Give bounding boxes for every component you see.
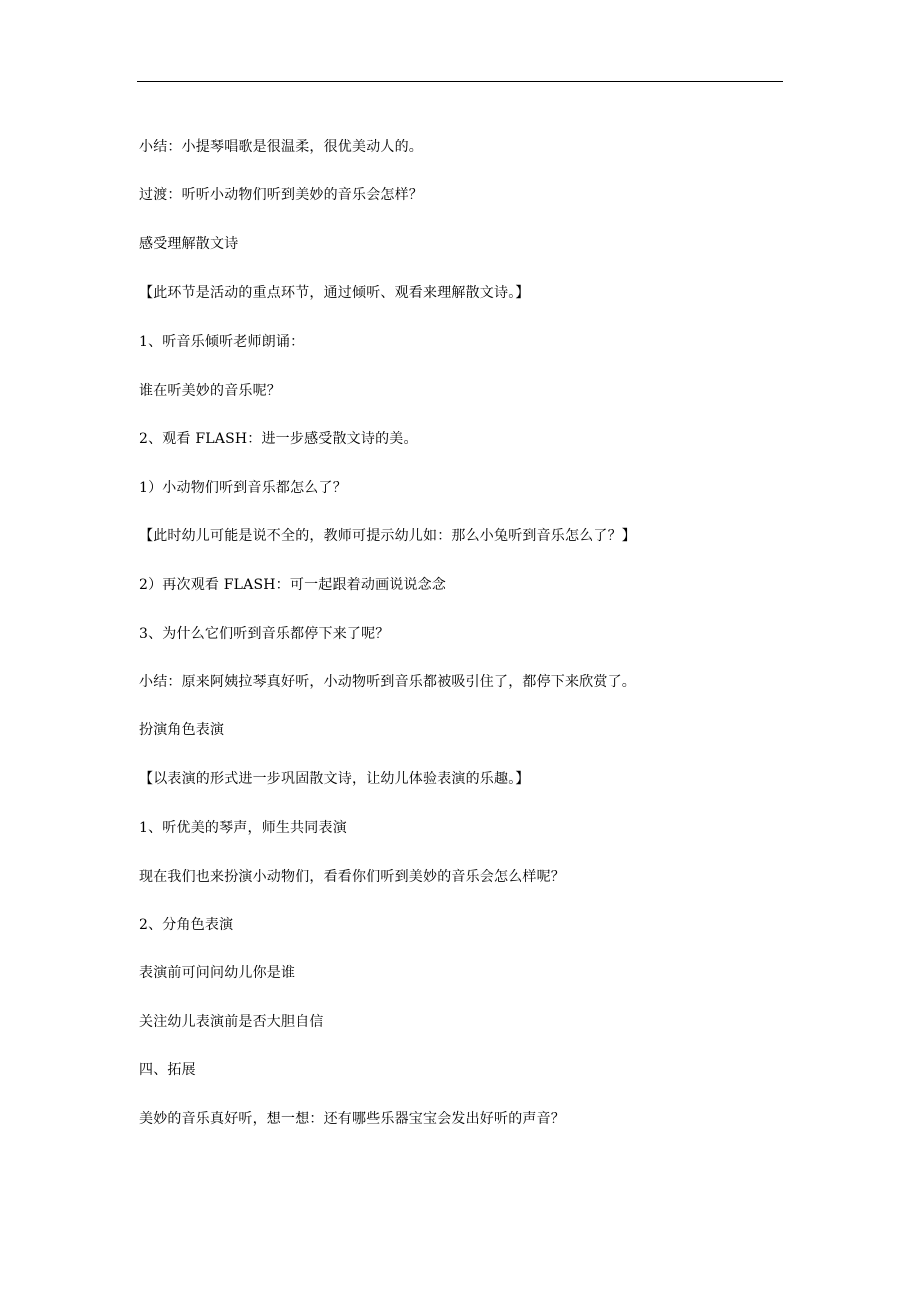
summary-line: 小结：原来阿姨拉琴真好听，小动物听到音乐都被吸引住了，都停下来欣赏了。 — [139, 674, 636, 690]
instruction-line: 表演前可问问幼儿你是谁 — [139, 965, 296, 981]
numbered-step: 2、分角色表演 — [139, 917, 234, 933]
section-heading: 扮演角色表演 — [139, 722, 225, 738]
section-heading: 四、拓展 — [139, 1062, 196, 1078]
prompt-line: 美妙的音乐真好听，想一想：还有哪些乐器宝宝会发出好听的声音？ — [139, 1111, 565, 1127]
numbered-step: 1、听音乐倾听老师朗诵： — [139, 334, 305, 350]
section-note: 【此环节是活动的重点环节，通过倾听、观看来理解散文诗。】 — [139, 285, 530, 301]
substep-line: 1）小动物们听到音乐都怎么了？ — [139, 480, 347, 496]
numbered-step: 1、听优美的琴声，师生共同表演 — [139, 820, 347, 836]
instruction-line: 关注幼儿表演前是否大胆自信 — [139, 1014, 324, 1030]
transition-line: 过渡：听听小动物们听到美妙的音乐会怎样？ — [139, 187, 423, 203]
prompt-line: 现在我们也来扮演小动物们，看看你们听到美妙的音乐会怎么样呢？ — [139, 869, 565, 885]
question-line: 谁在听美妙的音乐呢？ — [139, 383, 281, 399]
summary-line: 小结：小提琴唱歌是很温柔，很优美动人的。 — [139, 139, 423, 155]
teacher-note: 【此时幼儿可能是说不全的，教师可提示幼儿如：那么小兔听到音乐怎么了？】 — [139, 528, 636, 544]
numbered-step: 2、观看 FLASH：进一步感受散文诗的美。 — [139, 431, 418, 447]
header-rule — [137, 81, 783, 82]
section-heading: 感受理解散文诗 — [139, 236, 239, 252]
section-note: 【以表演的形式进一步巩固散文诗，让幼儿体验表演的乐趣。】 — [139, 771, 530, 787]
substep-line: 2）再次观看 FLASH：可一起跟着动画说说念念 — [139, 577, 447, 593]
numbered-step: 3、为什么它们听到音乐都停下来了呢？ — [139, 626, 390, 642]
